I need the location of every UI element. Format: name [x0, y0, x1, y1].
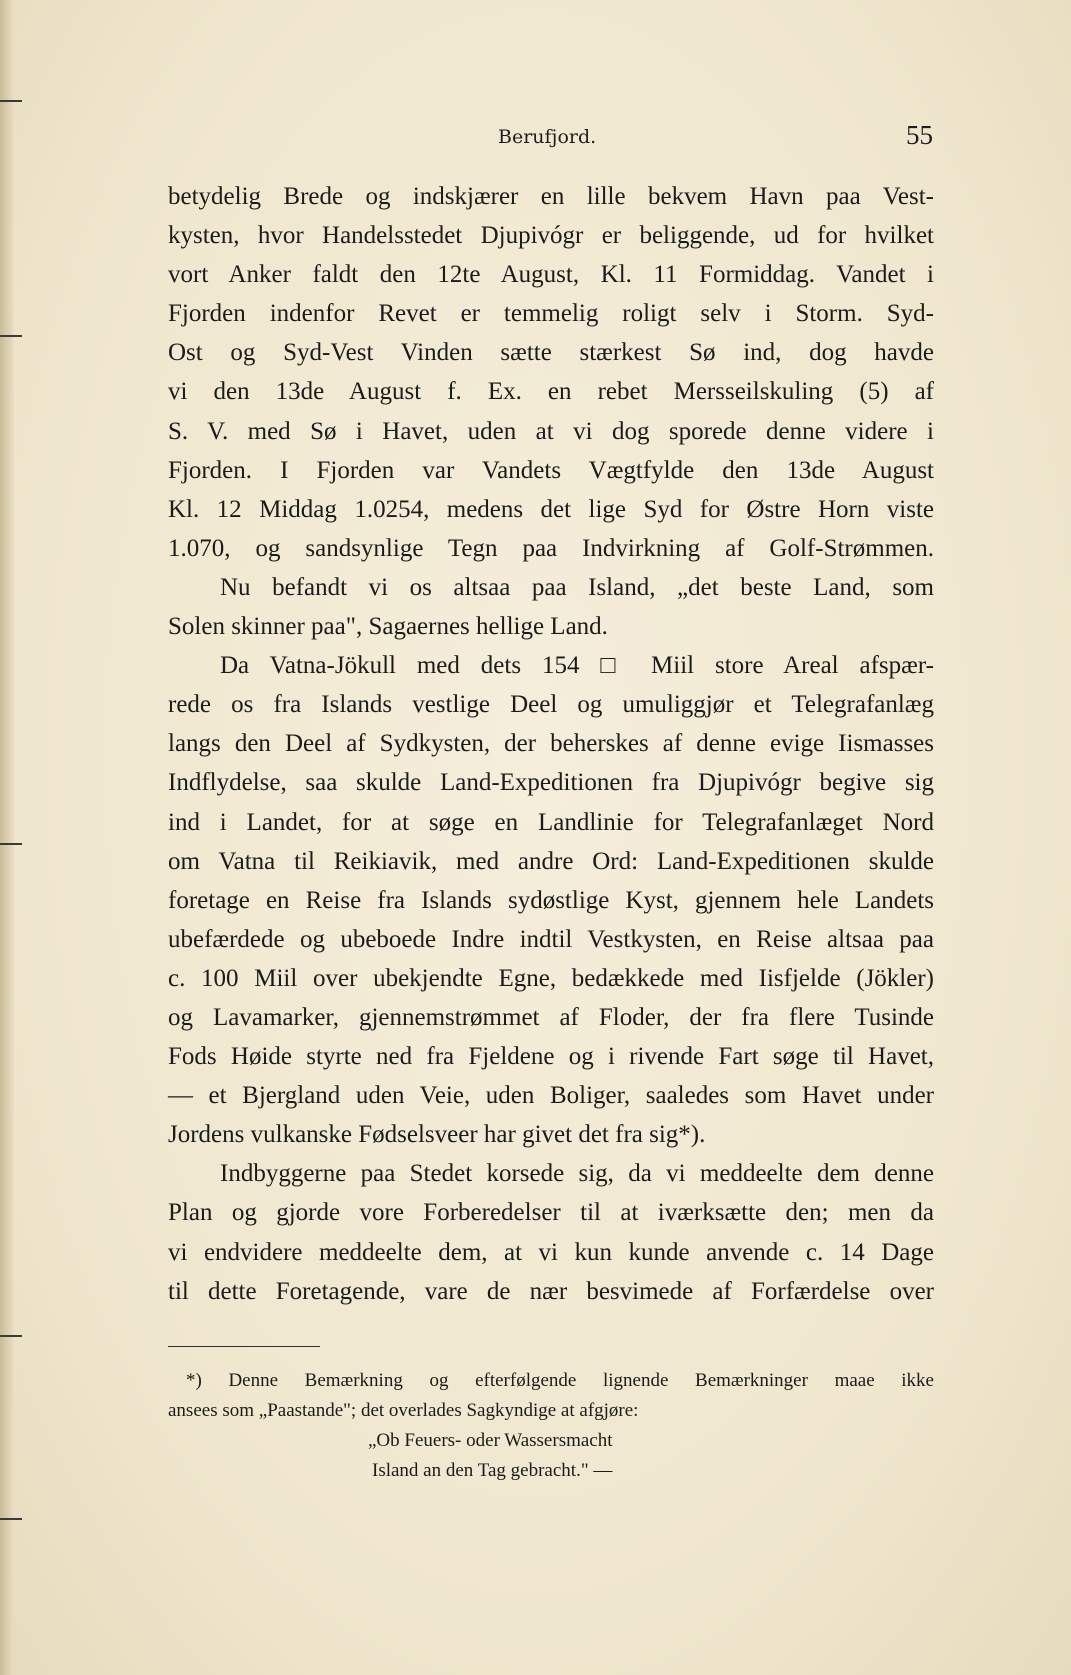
text-line: vi den 13de August f. Ex. en rebet Mersseilskuling (5) af: [168, 378, 934, 406]
text-line: 1.070, og sandsynlige Tegn paa Indvirkning af Golf-Strømmen.: [168, 534, 934, 562]
running-title: Berufjord.: [498, 126, 597, 148]
text-line: ind i Landet, for at søge en Landlinie for Telegrafanlæget Nord: [168, 808, 934, 836]
text-line: foretage en Reise fra Islands sydøstlige Kyst, gjennem hele Landets: [168, 886, 934, 914]
footnote-quote-line: „Ob Feuers- oder Wassersmacht: [368, 1430, 613, 1451]
edge-mark: [0, 1518, 22, 1520]
text-line: kysten, hvor Handelsstedet Djupivógr er beliggende, ud for hvilket: [168, 222, 934, 250]
text-line: og Lavamarker, gjennemstrømmet af Floder, der fra flere Tusinde: [168, 1003, 934, 1031]
text-line: Indbyggerne paa Stedet korsede sig, da vi meddeelte dem denne: [220, 1160, 934, 1188]
edge-mark: [0, 335, 22, 337]
text-line: Jordens vulkanske Fødselsveer har givet det fra sig*).: [168, 1121, 706, 1149]
text-line: c. 100 Miil over ubekjendte Egne, bedækkede med Iisfjelde (Jökler): [168, 964, 934, 992]
footnote-line: ansees som „Paastande"; det overlades Sagkyndige at afgjøre:: [168, 1400, 639, 1421]
footnote: [168, 1366, 934, 1486]
text-line: Solen skinner paa", Sagaernes hellige Land.: [168, 613, 608, 641]
text-line: vort Anker faldt den 12te August, Kl. 11 Formiddag. Vandet i: [168, 261, 934, 289]
text-line: — et Bjergland uden Veie, uden Boliger, saaledes som Havet under: [168, 1082, 934, 1110]
text-line: Fjorden. I Fjorden var Vandets Vægtfylde den 13de August: [168, 456, 934, 484]
text-line: Fods Høide styrte ned fra Fjeldene og i rivende Fart søge til Havet,: [168, 1043, 934, 1071]
text-line: Plan og gjorde vore Forberedelser til at iværksætte den; men da: [168, 1199, 934, 1227]
page-number: 55: [906, 120, 933, 150]
text-line: Kl. 12 Middag 1.0254, medens det lige Syd for Østre Horn viste: [168, 495, 934, 523]
text-line: vi endvidere meddeelte dem, at vi kun kunde anvende c. 14 Dage: [168, 1238, 934, 1266]
text-line: Fjorden indenfor Revet er temmelig roligt selv i Storm. Syd-: [168, 300, 934, 328]
footnote-rule: [168, 1346, 320, 1347]
text-line: Indflydelse, saa skulde Land-Expeditionen fra Djupivógr begive sig: [168, 769, 934, 797]
edge-mark: [0, 1335, 22, 1337]
footnote-quote-line: Island an den Tag gebracht." —: [372, 1460, 613, 1481]
text-line: om Vatna til Reikiavik, med andre Ord: Land-Expeditionen skulde: [168, 847, 934, 875]
edge-mark: [0, 100, 22, 102]
text-line: Ost og Syd-Vest Vinden sætte stærkest Sø ind, dog havde: [168, 339, 934, 367]
text-line: S. V. med Sø i Havet, uden at vi dog sporede denne videre i: [168, 417, 934, 445]
footnote-line: *) Denne Bemærkning og efterfølgende lignende Bemærkninger maae ikke: [186, 1370, 934, 1391]
body-text: [168, 177, 934, 1311]
page-gutter: [0, 0, 14, 1675]
text-line: langs den Deel af Sydkysten, der beherskes af denne evige Iismasses: [168, 730, 934, 758]
text-line: til dette Foretagende, vare de nær besvimede af Forfærdelse over: [168, 1277, 934, 1305]
text-line: ubefærdede og ubeboede Indre indtil Vestkysten, en Reise altsaa paa: [168, 925, 934, 953]
text-line: rede os fra Islands vestlige Deel og umuliggjør et Telegrafanlæg: [168, 691, 934, 719]
text-line: Da Vatna-Jökull med dets 154 □ Miil store Areal afspær-: [220, 652, 934, 680]
text-line: betydelig Brede og indskjærer en lille bekvem Havn paa Vest-: [168, 183, 934, 210]
running-header: [168, 120, 933, 154]
edge-mark: [0, 843, 22, 845]
text-line: Nu befandt vi os altsaa paa Island, „det beste Land, som: [220, 573, 934, 601]
